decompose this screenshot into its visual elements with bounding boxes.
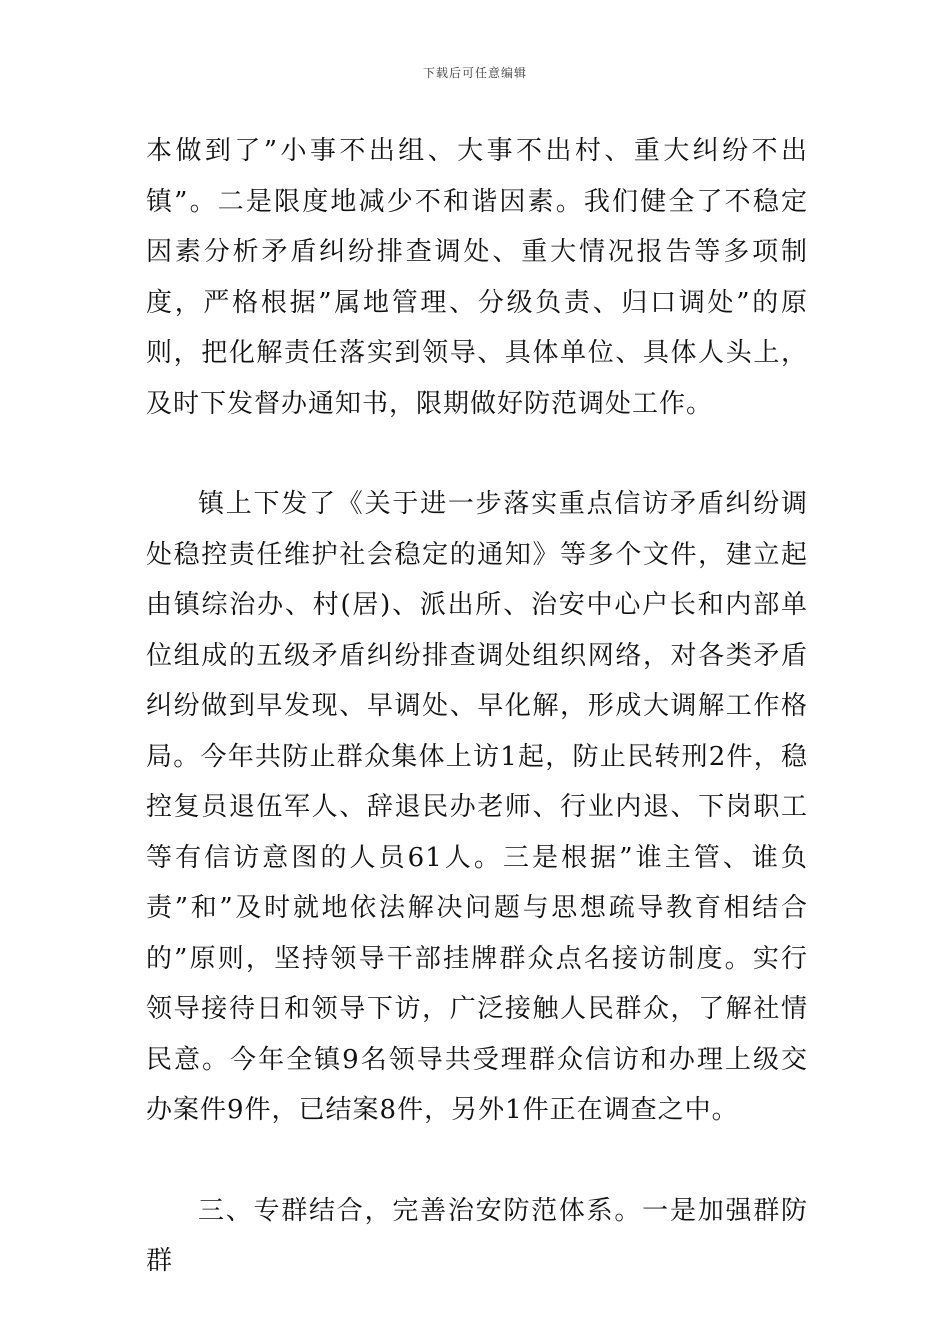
paragraph-notice: 镇上下发了《关于进一步落实重点信访矛盾纠纷调处稳控责任维护社会稳定的通知》等多个文件，建立起由镇综治办、村(居)、派出所、治安中心户长和内部单位组成的五级矛盾纠纷排查调处组织网络，对各类矛盾纠纷做到早发现、早调处、早化解，形成大调解工作格局。今年共防止群众集体上访1起，防止民转刑2件，稳控复员退伍军人、辞退民办老师、行业内退、下岗职工等有信访意图的人员61人。三是根据”谁主管、谁负责”和”及时就地依法解决问题与思想疏导教育相结合的”原则，坚持领导干部挂牌群众点名接访制度。实行领导接待日和领导下访，广泛接触人民群众，了解社情民意。今年全镇9名领导共受理群众信访和办理上级交办案件9件，已结案8件，另外1件正在调查之中。 [146, 489, 808, 1125]
paragraph-continuation: 本做到了”小事不出组、大事不出村、重大纠纷不出镇”。二是限度地减少不和谐因素。我们健全了不稳定因素分析矛盾纠纷排查调处、重大情况报告等多项制度，严格根据”属地管理、分级负责、归口调处”的原则，把化解责任落实到领导、具体单位、具体人头上，及时下发督办通知书，限期做好防范调处工作。 [146, 136, 808, 419]
paragraph-section-three: 三、专群结合，完善治安防范体系。一是加强群防群 [146, 1195, 808, 1276]
document-body [146, 126, 808, 1287]
page-header-note: 下载后可任意编辑 [422, 66, 527, 80]
